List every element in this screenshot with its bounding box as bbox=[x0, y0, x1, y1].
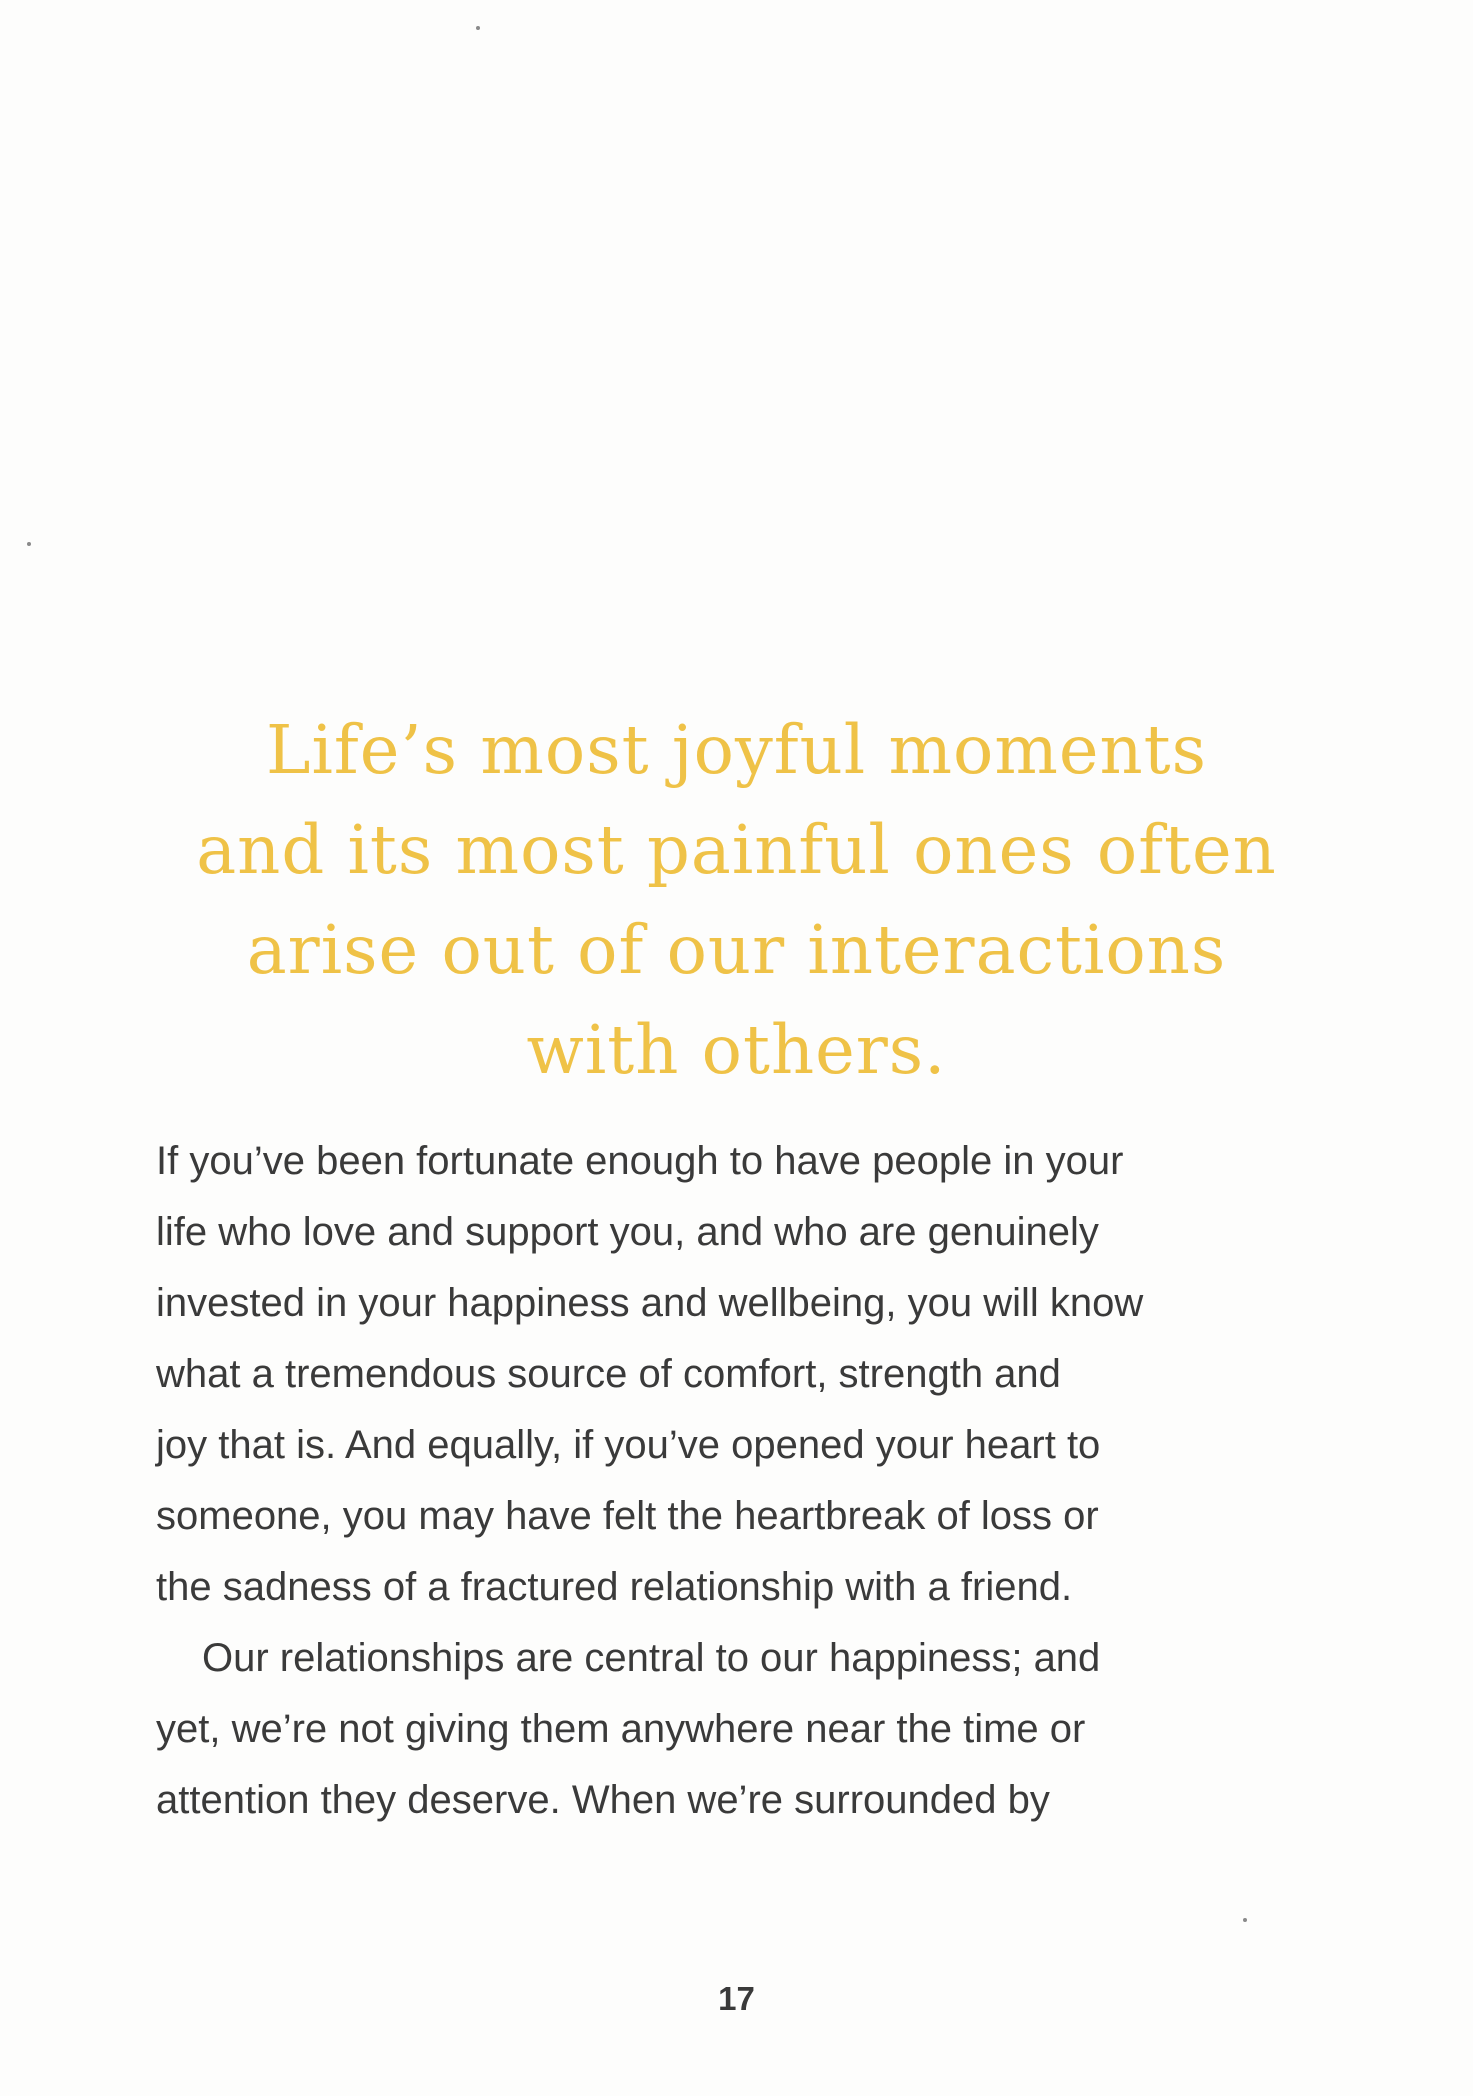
body-line-paragraph-start: Our relationships are central to our happiness; and bbox=[202, 1636, 1101, 1680]
pull-quote-line: arise out of our interactions bbox=[246, 911, 1227, 989]
pull-quote-line: Life’s most joyful moments bbox=[266, 711, 1207, 789]
scan-speck bbox=[476, 26, 480, 30]
pull-quote-line: and its most painful ones often bbox=[196, 811, 1277, 889]
pull-quote bbox=[160, 700, 1313, 1100]
body-line: attention they deserve. When we’re surrounded by bbox=[156, 1778, 1050, 1822]
body-line: If you’ve been fortunate enough to have people in your bbox=[156, 1139, 1124, 1183]
body-line: the sadness of a fractured relationship with a friend. bbox=[156, 1565, 1073, 1609]
body-line: invested in your happiness and wellbeing, you will know bbox=[156, 1281, 1144, 1325]
page-number: 17 bbox=[718, 1980, 755, 2017]
pull-quote-line: with others. bbox=[526, 1011, 947, 1089]
body-line: life who love and support you, and who are genuinely bbox=[156, 1210, 1099, 1254]
body-line: what a tremendous source of comfort, strength and bbox=[156, 1352, 1061, 1396]
body-text bbox=[156, 1126, 1346, 1836]
scan-speck bbox=[27, 542, 31, 546]
body-line: joy that is. And equally, if you’ve opened your heart to bbox=[156, 1423, 1101, 1467]
body-line: yet, we’re not giving them anywhere near the time or bbox=[156, 1707, 1086, 1751]
scan-speck bbox=[1243, 1918, 1247, 1922]
body-line: someone, you may have felt the heartbreak of loss or bbox=[156, 1494, 1099, 1538]
